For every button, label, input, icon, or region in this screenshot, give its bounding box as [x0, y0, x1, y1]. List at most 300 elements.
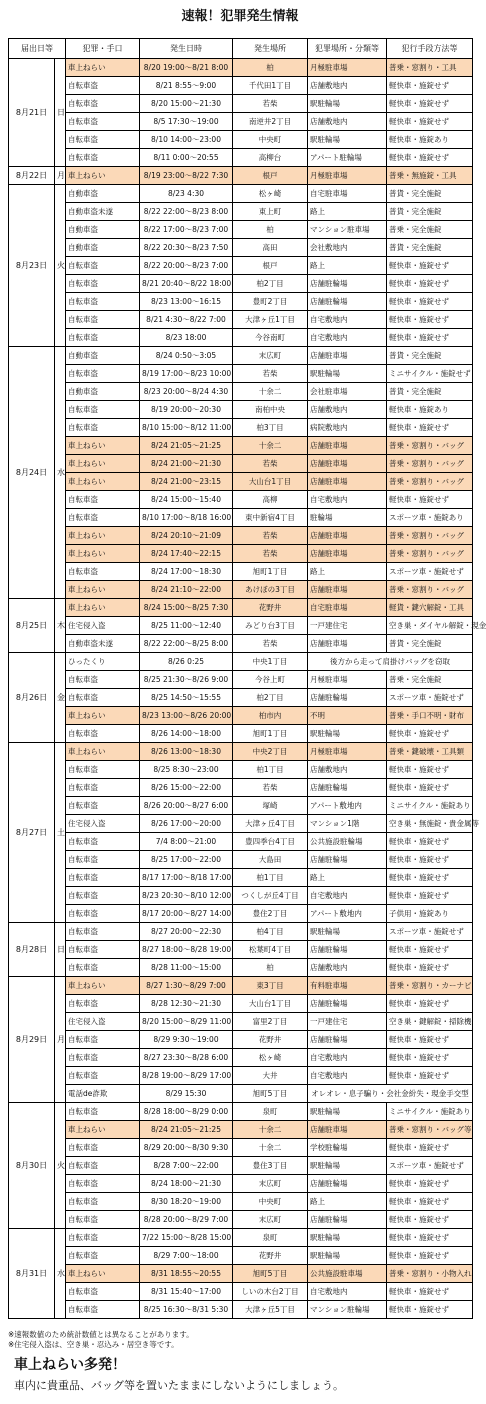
method-cell: スポーツ車・施錠せず — [387, 689, 473, 707]
detail-cell: オレオレ・息子騙り・会社金紛失・現金手交型 — [308, 1085, 473, 1103]
place-cell: 泉町 — [233, 1103, 308, 1121]
period-cell: 8/28 20:00～8/29 7:00 — [140, 1211, 233, 1229]
place-cell: 末広町 — [233, 1211, 308, 1229]
method-cell: 普乗・鍵破壊・工具類 — [387, 743, 473, 761]
place-cell: 若柴 — [233, 545, 308, 563]
period-cell: 8/26 13:00～18:30 — [140, 743, 233, 761]
place-cell: 柏 — [233, 59, 308, 77]
table-row — [9, 185, 473, 203]
period-cell: 8/24 21:00～21:30 — [140, 455, 233, 473]
period-cell: 8/23 20:30～8/10 12:00 — [140, 887, 233, 905]
period-cell: 8/27 18:00～8/28 19:00 — [140, 941, 233, 959]
method-cell: 子供用・施錠あり — [387, 905, 473, 923]
header-location: 犯罪場所・分類等 — [308, 39, 387, 59]
crime-type-cell: 自動車盗未遂 — [66, 203, 140, 221]
crime-type-cell: 自転車盗 — [66, 491, 140, 509]
table-row — [9, 833, 473, 851]
crime-type-cell: 自転車盗 — [66, 1283, 140, 1301]
location-cell: 店舗駐輪場 — [308, 851, 387, 869]
table-row — [9, 95, 473, 113]
method-cell: 普乗・窓割り・バッグ — [387, 473, 473, 491]
place-cell: 松ヶ崎 — [233, 185, 308, 203]
location-cell: 店舗駐車場 — [308, 527, 387, 545]
weekday-cell: 月 — [55, 977, 66, 1103]
method-cell: 普乗・窓割り・バッグ — [387, 437, 473, 455]
place-cell: 十余二 — [233, 1139, 308, 1157]
location-cell: 自宅敷地内 — [308, 887, 387, 905]
place-cell: 中央町 — [233, 131, 308, 149]
table-row — [9, 1049, 473, 1067]
period-cell: 8/26 0:25 — [140, 653, 233, 671]
location-cell: 店舗駐輪場 — [308, 1175, 387, 1193]
location-cell: 店舗敷地内 — [308, 761, 387, 779]
place-cell: 根戸 — [233, 167, 308, 185]
place-cell: 豊住3丁目 — [233, 1157, 308, 1175]
method-cell: 軽快車・施錠せず — [387, 149, 473, 167]
place-cell: 南逆井2丁目 — [233, 113, 308, 131]
table-row — [9, 383, 473, 401]
period-cell: 8/24 20:10～21:09 — [140, 527, 233, 545]
crime-type-cell: 自転車盗 — [66, 1067, 140, 1085]
location-cell: 駅駐輪場 — [308, 1157, 387, 1175]
table-row — [9, 1283, 473, 1301]
header-date: 届出日等 — [9, 39, 66, 59]
period-cell: 8/21 20:40～8/22 18:00 — [140, 275, 233, 293]
method-cell: 普乗・手口不明・財布 — [387, 707, 473, 725]
place-cell: 十余二 — [233, 1121, 308, 1139]
crime-type-cell: 住宅侵入盗 — [66, 1013, 140, 1031]
method-cell: スポーツ車・施錠あり — [387, 509, 473, 527]
place-cell: 花野井 — [233, 1247, 308, 1265]
crime-type-cell: 自転車盗 — [66, 131, 140, 149]
period-cell: 8/28 11:00～15:00 — [140, 959, 233, 977]
weekday-cell: 日 — [55, 59, 66, 167]
method-cell: 普貨・完全施錠 — [387, 383, 473, 401]
date-cell: 8月31日 — [9, 1229, 55, 1319]
method-cell: 普乗・窓割り・小物入れ — [387, 1265, 473, 1283]
location-cell: 駅駐輪場 — [308, 365, 387, 383]
place-cell: 東中新宿4丁目 — [233, 509, 308, 527]
place-cell: 東3丁目 — [233, 977, 308, 995]
detail-cell: 後方から走って肩掛けバッグを窃取 — [308, 653, 473, 671]
place-cell: 南柏中央 — [233, 401, 308, 419]
period-cell: 8/11 0:00～20:55 — [140, 149, 233, 167]
location-cell: 不明 — [308, 707, 387, 725]
place-cell: 柏1丁目 — [233, 761, 308, 779]
location-cell: マンション駐輪場 — [308, 1301, 387, 1319]
weekday-cell: 火 — [55, 185, 66, 347]
method-cell: スポーツ車・施錠せず — [387, 923, 473, 941]
crime-type-cell: 住宅侵入盗 — [66, 617, 140, 635]
table-row — [9, 923, 473, 941]
crime-type-cell: 車上ねらい — [66, 581, 140, 599]
table-row — [9, 725, 473, 743]
method-cell: 軽快車・施錠せず — [387, 257, 473, 275]
table-row — [9, 581, 473, 599]
table-row — [9, 329, 473, 347]
weekday-cell: 木 — [55, 599, 66, 653]
period-cell: 8/24 21:10～22:00 — [140, 581, 233, 599]
table-row — [9, 419, 473, 437]
crime-type-cell: 自動車盗 — [66, 383, 140, 401]
method-cell: 軽快車・施錠せず — [387, 851, 473, 869]
location-cell: アパート敷地内 — [308, 905, 387, 923]
table-row — [9, 977, 473, 995]
place-cell: 柏3丁目 — [233, 419, 308, 437]
table-row — [9, 545, 473, 563]
method-cell: 軽快車・施錠せず — [387, 869, 473, 887]
header-method: 犯行手段方法等 — [387, 39, 473, 59]
method-cell: 空き巣・鍵解錠・掃除機 — [387, 1013, 473, 1031]
crime-type-cell: 自転車盗 — [66, 797, 140, 815]
place-cell: しいの木台2丁目 — [233, 1283, 308, 1301]
method-cell: 軽快車・施錠せず — [387, 95, 473, 113]
footer-title: 車上ねらい多発！ — [14, 1357, 126, 1373]
crime-type-cell: 自転車盗 — [66, 563, 140, 581]
place-cell: 若柴 — [233, 635, 308, 653]
method-cell: 軽快車・施錠せず — [387, 761, 473, 779]
crime-type-cell: 自転車盗 — [66, 905, 140, 923]
method-cell: 軽快車・施錠せず — [387, 329, 473, 347]
period-cell: 8/10 17:00～8/18 16:00 — [140, 509, 233, 527]
period-cell: 8/28 12:30～21:30 — [140, 995, 233, 1013]
location-cell: 会社駐車場 — [308, 383, 387, 401]
method-cell: 普貨・完全施錠 — [387, 185, 473, 203]
period-cell: 8/24 15:00～15:40 — [140, 491, 233, 509]
location-cell: 店舗駐輪場 — [308, 275, 387, 293]
crime-type-cell: 車上ねらい — [66, 1121, 140, 1139]
crime-type-cell: 自転車盗 — [66, 995, 140, 1013]
method-cell: 普乗・完全施錠 — [387, 221, 473, 239]
method-cell: 軽快車・施錠せず — [387, 833, 473, 851]
method-cell: 軽快車・施錠せず — [387, 1193, 473, 1211]
date-cell: 8月26日 — [9, 653, 55, 743]
crime-type-cell: 自転車盗 — [66, 851, 140, 869]
location-cell: 駅駐輪場 — [308, 923, 387, 941]
place-cell: 大井 — [233, 1067, 308, 1085]
table-row — [9, 905, 473, 923]
place-cell: 十余二 — [233, 383, 308, 401]
method-cell: 普乗・窓割り・バッグ — [387, 455, 473, 473]
method-cell: 普貨・完全施錠 — [387, 239, 473, 257]
table-row — [9, 779, 473, 797]
location-cell: 店舗駐車場 — [308, 581, 387, 599]
location-cell: 有料駐車場 — [308, 977, 387, 995]
period-cell: 8/23 4:30 — [140, 185, 233, 203]
note-line: ※速報数値のため統計数値とは異なることがあります。 — [8, 1330, 194, 1339]
location-cell: 店舗駐車場 — [308, 473, 387, 491]
table-row — [9, 59, 473, 77]
crime-type-cell: 自転車盗 — [66, 293, 140, 311]
place-cell: 中央町 — [233, 1193, 308, 1211]
table-row — [9, 671, 473, 689]
table-row — [9, 653, 473, 671]
weekday-cell: 水 — [55, 1229, 66, 1319]
crime-type-cell: 自動車盗未遂 — [66, 635, 140, 653]
period-cell: 8/25 17:00～22:00 — [140, 851, 233, 869]
table-row — [9, 617, 473, 635]
location-cell: 駅駐輪場 — [308, 1103, 387, 1121]
place-cell: 根戸 — [233, 257, 308, 275]
place-cell: みどり台3丁目 — [233, 617, 308, 635]
crime-type-cell: ひったくり — [66, 653, 140, 671]
method-cell: 軽快車・施錠せず — [387, 941, 473, 959]
period-cell: 8/31 18:55～20:55 — [140, 1265, 233, 1283]
place-cell: 豊町2丁目 — [233, 293, 308, 311]
table-row — [9, 743, 473, 761]
method-cell: 軽快車・施錠せず — [387, 779, 473, 797]
location-cell: 自宅駐車場 — [308, 185, 387, 203]
place-cell: 高柳台 — [233, 149, 308, 167]
location-cell: 店舗駐車場 — [308, 347, 387, 365]
crime-type-cell: 自転車盗 — [66, 725, 140, 743]
method-cell: 軽快車・施錠せず — [387, 1283, 473, 1301]
period-cell: 8/27 20:00～22:30 — [140, 923, 233, 941]
place-cell: 中央2丁目 — [233, 743, 308, 761]
period-cell: 8/24 21:00～23:15 — [140, 473, 233, 491]
crime-type-cell: 自転車盗 — [66, 833, 140, 851]
table-row — [9, 293, 473, 311]
period-cell: 8/5 17:30～19:00 — [140, 113, 233, 131]
crime-type-cell: 自転車盗 — [66, 1157, 140, 1175]
location-cell: 店舗敷地内 — [308, 77, 387, 95]
table-row — [9, 527, 473, 545]
method-cell: 軽快車・施錠せず — [387, 1067, 473, 1085]
table-row — [9, 509, 473, 527]
crime-type-cell: 自転車盗 — [66, 869, 140, 887]
method-cell: 軽快車・施錠せず — [387, 491, 473, 509]
table-row — [9, 941, 473, 959]
table-row — [9, 491, 473, 509]
method-cell: 軽快車・施錠せず — [387, 1031, 473, 1049]
method-cell: 軽快車・施錠せず — [387, 1049, 473, 1067]
period-cell: 8/23 20:00～8/24 4:30 — [140, 383, 233, 401]
crime-type-cell: 自転車盗 — [66, 779, 140, 797]
location-cell: 店舗敷地内 — [308, 401, 387, 419]
place-cell: 大山台1丁目 — [233, 473, 308, 491]
period-cell: 8/29 20:00～8/30 9:30 — [140, 1139, 233, 1157]
place-cell: 高柳 — [233, 491, 308, 509]
crime-type-cell: 車上ねらい — [66, 599, 140, 617]
method-cell: 軽快車・施錠せず — [387, 1211, 473, 1229]
period-cell: 8/24 0:50～3:05 — [140, 347, 233, 365]
location-cell: 自宅敷地内 — [308, 1283, 387, 1301]
period-cell: 8/19 20:00～20:30 — [140, 401, 233, 419]
crime-type-cell: 自動車盗 — [66, 239, 140, 257]
period-cell: 8/26 15:00～22:00 — [140, 779, 233, 797]
table-row — [9, 239, 473, 257]
place-cell: 若柴 — [233, 365, 308, 383]
crime-type-cell: 自転車盗 — [66, 1175, 140, 1193]
crime-type-cell: 自転車盗 — [66, 959, 140, 977]
place-cell: 豊住2丁目 — [233, 905, 308, 923]
method-cell: 軽快車・施錠せず — [387, 959, 473, 977]
crime-type-cell: 自転車盗 — [66, 1139, 140, 1157]
crime-type-cell: 自転車盗 — [66, 923, 140, 941]
method-cell: 普貨・完全施錠 — [387, 635, 473, 653]
period-cell: 8/19 23:00～8/22 7:30 — [140, 167, 233, 185]
table-row — [9, 311, 473, 329]
place-cell: あけぼの3丁目 — [233, 581, 308, 599]
place-cell: 大津ヶ丘1丁目 — [233, 311, 308, 329]
period-cell: 8/23 13:00～8/26 20:00 — [140, 707, 233, 725]
location-cell: 路上 — [308, 257, 387, 275]
crime-type-cell: 車上ねらい — [66, 707, 140, 725]
location-cell: 一戸建住宅 — [308, 617, 387, 635]
method-cell: 軽快車・施錠あり — [387, 401, 473, 419]
table-row — [9, 1265, 473, 1283]
crime-type-cell: 自転車盗 — [66, 113, 140, 131]
table-row — [9, 1067, 473, 1085]
date-cell: 8月24日 — [9, 347, 55, 599]
place-cell: 末広町 — [233, 1175, 308, 1193]
location-cell: 店舗敷地内 — [308, 113, 387, 131]
header-period: 発生日時 — [140, 39, 233, 59]
table-row — [9, 473, 473, 491]
location-cell: 学校駐輪場 — [308, 1139, 387, 1157]
crime-type-cell: 車上ねらい — [66, 743, 140, 761]
crime-type-cell: 住宅侵入盗 — [66, 815, 140, 833]
location-cell: 一戸建住宅 — [308, 1013, 387, 1031]
table-row — [9, 959, 473, 977]
method-cell: 軽快車・施錠あり — [387, 131, 473, 149]
location-cell: 自宅敷地内 — [308, 329, 387, 347]
table-row — [9, 1121, 473, 1139]
weekday-cell: 金 — [55, 653, 66, 743]
location-cell: 店舗駐車場 — [308, 437, 387, 455]
location-cell: 路上 — [308, 869, 387, 887]
table-row — [9, 815, 473, 833]
place-cell: 中央1丁目 — [233, 653, 308, 671]
crime-type-cell: 車上ねらい — [66, 527, 140, 545]
header-crime: 犯罪・手口 — [66, 39, 140, 59]
crime-type-cell: 自転車盗 — [66, 1211, 140, 1229]
location-cell: 店舗駐輪場 — [308, 1031, 387, 1049]
crime-type-cell: 自動車盗 — [66, 347, 140, 365]
crime-type-cell: 自転車盗 — [66, 365, 140, 383]
period-cell: 7/4 8:00～21:00 — [140, 833, 233, 851]
period-cell: 8/20 19:00～8/21 8:00 — [140, 59, 233, 77]
place-cell: つくしが丘4丁目 — [233, 887, 308, 905]
crime-type-cell: 車上ねらい — [66, 977, 140, 995]
method-cell: 普乗・完全施錠 — [387, 671, 473, 689]
location-cell: 店舗駐輪場 — [308, 1211, 387, 1229]
method-cell: 軽快車・施錠せず — [387, 1301, 473, 1319]
place-cell: 若柴 — [233, 779, 308, 797]
table-row — [9, 203, 473, 221]
table-row — [9, 1139, 473, 1157]
date-cell: 8月23日 — [9, 185, 55, 347]
place-cell: 若柴 — [233, 455, 308, 473]
weekday-cell: 土 — [55, 743, 66, 923]
table-row — [9, 887, 473, 905]
method-cell: 軽快車・施錠せず — [387, 1229, 473, 1247]
method-cell: 軽快車・施錠せず — [387, 419, 473, 437]
place-cell: 柏1丁目 — [233, 869, 308, 887]
method-cell: ミニサイクル・施錠あり — [387, 797, 473, 815]
period-cell: 8/25 14:50～15:55 — [140, 689, 233, 707]
method-cell: 普乗・窓割り・バッグ — [387, 527, 473, 545]
header-place: 発生場所 — [233, 39, 308, 59]
period-cell: 8/10 14:00～23:00 — [140, 131, 233, 149]
period-cell: 8/28 7:00～22:00 — [140, 1157, 233, 1175]
table-row — [9, 347, 473, 365]
period-cell: 8/23 18:00 — [140, 329, 233, 347]
location-cell: 駅駐輪場 — [308, 131, 387, 149]
place-cell: 千代田1丁目 — [233, 77, 308, 95]
crime-type-cell: 自転車盗 — [66, 887, 140, 905]
location-cell: 自宅敷地内 — [308, 491, 387, 509]
location-cell: マンション駐車場 — [308, 221, 387, 239]
location-cell: アパート駐輪場 — [308, 149, 387, 167]
location-cell: 駐輪場 — [308, 509, 387, 527]
crime-type-cell: 自転車盗 — [66, 761, 140, 779]
place-cell: 旭町1丁目 — [233, 725, 308, 743]
place-cell: 大津ヶ丘4丁目 — [233, 815, 308, 833]
location-cell: 路上 — [308, 1193, 387, 1211]
place-cell: 富里2丁目 — [233, 1013, 308, 1031]
method-cell: 普乗・窓割り・バッグ — [387, 545, 473, 563]
method-cell: 普乗・無施錠・工具 — [387, 167, 473, 185]
crime-type-cell: 車上ねらい — [66, 545, 140, 563]
date-cell: 8月30日 — [9, 1103, 55, 1229]
table-row — [9, 437, 473, 455]
weekday-cell: 火 — [55, 1103, 66, 1229]
period-cell: 8/21 8:55～9:00 — [140, 77, 233, 95]
method-cell: 空き巣・無施錠・貴金属等 — [387, 815, 473, 833]
period-cell: 8/26 17:00～20:00 — [140, 815, 233, 833]
location-cell: 自宅敷地内 — [308, 1049, 387, 1067]
table-row — [9, 1103, 473, 1121]
table-row — [9, 1211, 473, 1229]
table-header-row — [9, 39, 473, 59]
place-cell: 今谷南町 — [233, 329, 308, 347]
place-cell: 大島田 — [233, 851, 308, 869]
period-cell: 8/24 17:00～18:30 — [140, 563, 233, 581]
location-cell: 病院敷地内 — [308, 419, 387, 437]
table-row — [9, 1175, 473, 1193]
period-cell: 8/25 11:00～12:40 — [140, 617, 233, 635]
method-cell: 軽快車・施錠せず — [387, 113, 473, 131]
period-cell: 8/29 9:30～19:00 — [140, 1031, 233, 1049]
method-cell: 普乗・窓割り・バッグ等 — [387, 1121, 473, 1139]
period-cell: 8/21 4:30～8/22 7:00 — [140, 311, 233, 329]
location-cell: 店舗駐輪場 — [308, 689, 387, 707]
crime-type-cell: 自転車盗 — [66, 1229, 140, 1247]
period-cell: 8/10 15:00～8/12 11:00 — [140, 419, 233, 437]
method-cell: 軽快車・施錠せず — [387, 1139, 473, 1157]
place-cell: 松ヶ崎 — [233, 1049, 308, 1067]
location-cell: 駅駐輪場 — [308, 95, 387, 113]
location-cell: 月極駐車場 — [308, 59, 387, 77]
weekday-cell: 水 — [55, 347, 66, 599]
crime-type-cell: 自転車盗 — [66, 689, 140, 707]
method-cell: 軽快車・施錠せず — [387, 887, 473, 905]
period-cell: 8/25 16:30～8/31 5:30 — [140, 1301, 233, 1319]
method-cell: 空き巣・ダイヤル解錠・現金 — [387, 617, 473, 635]
table-row — [9, 1031, 473, 1049]
location-cell: 店舗駐車場 — [308, 545, 387, 563]
location-cell: アパート敷地内 — [308, 797, 387, 815]
place-cell: 花野井 — [233, 1031, 308, 1049]
method-cell: スポーツ車・施錠せず — [387, 1157, 473, 1175]
crime-type-cell: 自転車盗 — [66, 275, 140, 293]
place-cell: 豊四季台4丁目 — [233, 833, 308, 851]
crime-type-cell: 自転車盗 — [66, 401, 140, 419]
method-cell: 普貨・完全施錠 — [387, 347, 473, 365]
table-body — [9, 59, 486, 1319]
method-cell: 軽貨・鍵穴解錠・工具 — [387, 599, 473, 617]
